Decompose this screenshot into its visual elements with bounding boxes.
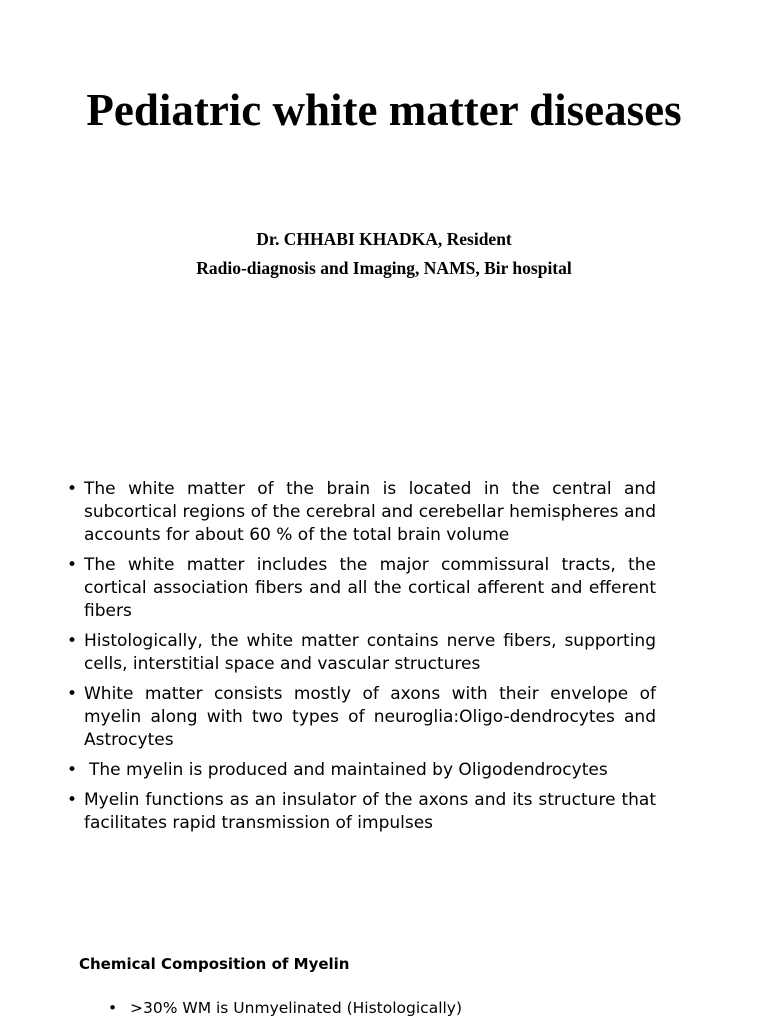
sub-bullet-item: [108, 999, 462, 1017]
bullet-dot-icon: •: [108, 999, 118, 1017]
bullet-dot-icon: •: [67, 760, 78, 780]
bullet-item: [67, 630, 656, 676]
author-line: Dr. CHHABI KHADKA, Resident: [256, 229, 512, 249]
bullet-list: [67, 478, 656, 842]
bullet-dot-icon: •: [67, 555, 78, 575]
bullet-text: Myelin functions as an insulator of the axons and its structure that facilitates rapid transmission of impulses: [84, 790, 656, 833]
bullet-text: The white matter of the brain is located in the central and subcortical regions of the cerebral and cerebellar hemispheres and accounts for about 60 % of the total brain volume: [84, 479, 656, 545]
bullet-item: [67, 789, 656, 835]
section-heading: Chemical Composition of Myelin: [79, 955, 350, 973]
sub-bullet-text: >30% WM is Unmyelinated (Histologically): [130, 999, 463, 1017]
bullet-text: The white matter includes the major commissural tracts, the cortical association fibers and all the cortical afferent and efferent fibers: [84, 555, 656, 621]
bullet-dot-icon: •: [67, 790, 78, 810]
affiliation-line: Radio-diagnosis and Imaging, NAMS, Bir hospital: [196, 258, 572, 278]
bullet-text: White matter consists mostly of axons with their envelope of myelin along with two types of neuroglia:Oligo-dendrocytes and Astrocytes: [84, 684, 656, 750]
bullet-text: Histologically, the white matter contains nerve fibers, supporting cells, interstitial space and vascular structures: [84, 631, 656, 674]
bullet-item: [67, 759, 656, 782]
bullet-item: [67, 478, 656, 547]
bullet-item: [67, 554, 656, 623]
bullet-dot-icon: •: [67, 631, 78, 651]
slide-title: Pediatric white matter diseases: [86, 85, 682, 135]
bullet-dot-icon: •: [67, 684, 78, 704]
bullet-item: [67, 683, 656, 752]
bullet-text: The myelin is produced and maintained by Oligodendrocytes: [89, 760, 608, 780]
sub-bullet-list: [108, 999, 462, 1017]
bullet-dot-icon: •: [67, 479, 78, 499]
